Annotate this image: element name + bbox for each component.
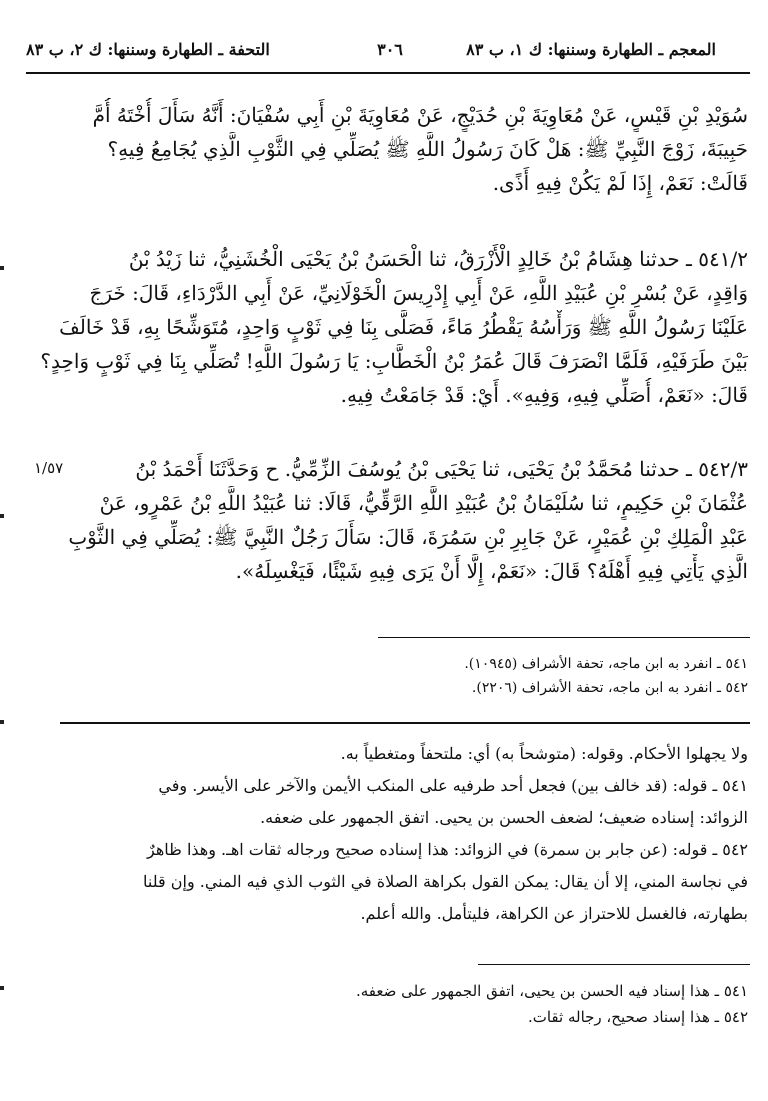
commentary-rule <box>60 722 750 724</box>
margin-reference: ١/٥٧ <box>34 459 64 477</box>
commentary-line: في نجاسة المني، إلا أن يقال: يمكن القول بكراهة الصلاة في الثوب الذي فيه المني. وإن قلنا <box>143 872 748 891</box>
footnote-rule <box>378 637 750 638</box>
commentary-line: بطهارته، فالغسل للاحتراز عن الكراهة، فليتأمل. والله أعلم. <box>360 904 748 923</box>
footnotes-takhrij <box>300 652 748 700</box>
text-line: قَالَتْ: نَعَمْ، إِذَا لَمْ يَكُنْ فِيهِ أَذًى. <box>492 171 748 195</box>
commentary-line: ٥٤٢ ـ قوله: (عن جابر بن سمرة) في الزوائد: هذا إسناده صحيح ورجاله ثقات اهـ. وهذا ظاهرٌ <box>146 840 748 859</box>
hadith-continuation <box>36 98 748 200</box>
commentary-line: ٥٤١ ـ قوله: (قد خالف بين) فجعل أحد طرفيه على المنكب الأيمن والآخر على الأيسر. وفي <box>158 776 748 795</box>
scan-mark <box>0 266 4 270</box>
scan-mark <box>0 986 4 990</box>
scan-mark <box>0 720 4 724</box>
footnotes-zawaid <box>300 978 748 1030</box>
text-line: وَاقِدٍ، عَنْ بُسْرِ بْنِ عُبَيْدِ اللَّهِ، عَنْ أَبِي إِدْرِيسَ الْخَوْلَانِيِّ، عَنْ أَبِي الدَّرْدَاءِ، قَالَ: خَرَجَ <box>89 281 748 305</box>
text-line: حَبِيبَةَ، زَوْجَ النَّبِيِّ ﷺ: هَلْ كَانَ رَسُولُ اللَّهِ ﷺ يُصَلِّي فِي الثَّوْبِ الَّذِي يُجَامِعُ فِيهِ؟ <box>107 137 748 161</box>
running-header-right: المعجم ـ الطهارة وسننها: ك ١، ب ٨٣ <box>466 40 716 59</box>
footnote-line: ٥٤١ ـ انفرد به ابن ماجه، تحفة الأشراف (١٠٩٤٥). <box>464 656 748 672</box>
text-line: عَبْدِ الْمَلِكِ بْنِ عُمَيْرٍ، عَنْ جَابِرِ بْنِ سَمُرَةَ، قَالَ: سَأَلَ رَجُلٌ النَّبِيَّ ﷺ: يُصَلِّي فِي الثَّوْبِ <box>68 525 748 549</box>
commentary-line: ولا يجهلوا الأحكام. وقوله: (متوشحاً به) أي: ملتحفاً ومتغطياً به. <box>340 744 748 763</box>
text-line: سُوَيْدِ بْنِ قَيْسٍ، عَنْ مُعَاوِيَةَ بْنِ حُدَيْجٍ، عَنْ مُعَاوِيَةَ بْنِ أَبِي سُفْيَانَ: أَنَّهُ سَأَلَ أُخْتَهُ أُمَّ <box>92 103 748 127</box>
commentary-line: الزوائد: إسناده ضعيف؛ لضعف الحسن بن يحيى. اتفق الجمهور على ضعفه. <box>260 808 748 827</box>
commentary <box>60 738 748 930</box>
text-line: ٥٤١/٢ ـ حدثنا هِشَامُ بْنُ خَالِدٍ الْأَزْرَقُ، ثنا الْحَسَنُ بْنُ يَحْيَى الْخُشَنِيُّ، ثنا زَيْدُ بْنُ <box>128 247 748 271</box>
text-line: قَالَ: «نَعَمْ، أُصَلِّي فِيهِ، وَفِيهِ». أَيْ: قَدْ جَامَعْتُ فِيهِ. <box>340 383 748 407</box>
hadith-541 <box>36 242 748 412</box>
running-header-left: التحفة ـ الطهارة وسننها: ك ٢، ب ٨٣ <box>26 40 270 59</box>
text-line: بَيْنَ طَرَفَيْهِ، فَلَمَّا انْصَرَفَ قَالَ عُمَرُ بْنُ الْخَطَّابِ: يَا رَسُولَ اللَّهِ! تُصَلِّي بِنَا فِي ثَوْبٍ وَاحِدٍ؟ <box>40 349 748 373</box>
text-line: عَلَيْنَا رَسُولُ اللَّهِ ﷺ وَرَأْسُهُ يَقْطُرُ مَاءً، فَصَلَّى بِنَا فِي ثَوْبٍ وَاحِدٍ، مُتَوَشِّحًا بِهِ، قَدْ خَالَفَ <box>59 315 748 339</box>
page-number: ٣٠٦ <box>377 40 403 59</box>
text-line: الَّذِي يَأْتِي فِيهِ أَهْلَهُ؟ قَالَ: «نَعَمْ، إِلَّا أَنْ يَرَى فِيهِ شَيْئًا، فَيَغْسِلَهُ». <box>235 559 748 583</box>
text-line: عُثْمَانَ بْنِ حَكِيمٍ، ثنا سُلَيْمَانُ بْنُ عُبَيْدِ اللَّهِ الرَّقِّيُّ، قَالَا: ثنا عُبَيْدُ اللَّهِ بْنُ عَمْرٍو، عَنْ <box>99 491 748 515</box>
footnote-line: ٥٤١ ـ هذا إسناد فيه الحسن بن يحيى، اتفق الجمهور على ضعفه. <box>356 982 748 1000</box>
text-line: ٥٤٢/٣ ـ حدثنا مُحَمَّدُ بْنُ يَحْيَى، ثنا يَحْيَى بْنُ يُوسُفَ الزِّمِّيُّ. ح وَحَدَّثَنَا أَحْمَدُ بْنُ <box>135 457 748 481</box>
header-rule <box>26 72 750 74</box>
scan-mark <box>0 514 4 518</box>
hadith-542 <box>36 452 748 588</box>
footnote-line: ٥٤٢ ـ هذا إسناد صحيح، رجاله ثقات. <box>527 1008 748 1026</box>
zawaid-rule <box>478 964 750 965</box>
footnote-line: ٥٤٢ ـ انفرد به ابن ماجه، تحفة الأشراف (٢٢٠٦). <box>471 680 748 696</box>
